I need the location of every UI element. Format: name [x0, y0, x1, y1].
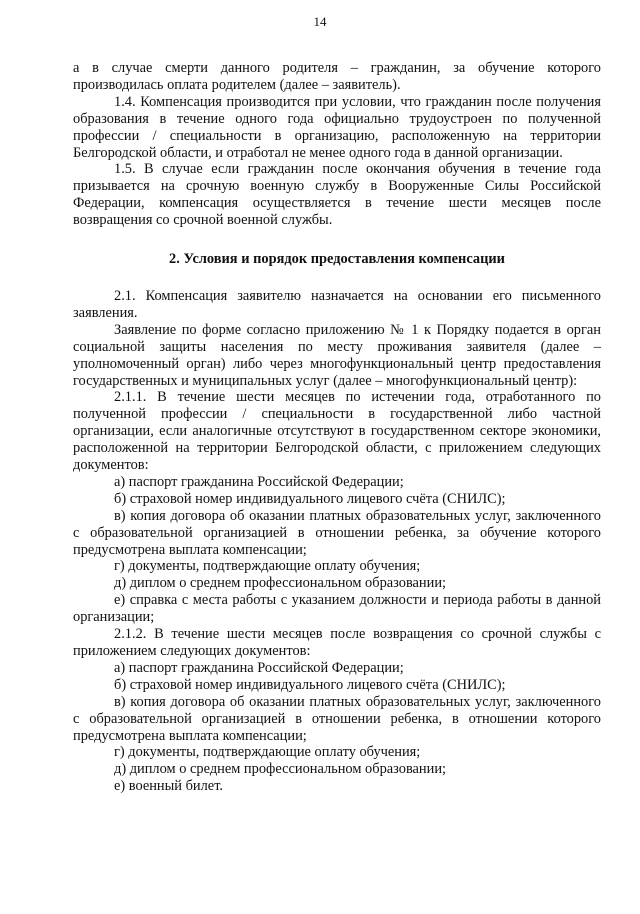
paragraph: г) документы, подтверждающие оплату обучения;	[114, 744, 421, 761]
paragraph: е) военный билет.	[114, 778, 223, 795]
paragraph: д) диплом о среднем профессиональном образовании;	[114, 761, 447, 778]
paragraph: д) диплом о среднем профессиональном образовании;	[114, 575, 447, 592]
paragraph: а) паспорт гражданина Российской Федерации;	[114, 659, 404, 676]
paragraph: а в случае смерти данного родителя – гражданин, за обучение которого производилась оплата родителем (далее – заявитель).	[73, 60, 601, 93]
paragraph: 2.1.2. В течение шести месяцев после возвращения со срочной службы с приложением следующих документов:	[73, 626, 601, 659]
section-heading: 2. Условия и порядок предоставления компенсации	[169, 251, 505, 268]
paragraph: 1.5. В случае если гражданин после окончания обучения в течение года призывается на срочную военную службу в Вооруженные Силы Российской Федерации, компенсация осуществляется в течение шести месяцев после возвращения со срочной военной службы.	[73, 161, 601, 229]
paragraph: 1.4. Компенсация производится при условии, что гражданин после получения образования в течение одного года официально трудоустроен по полученной профессии / специальности в организацию, расположенную на территории Белгородской области, и отработал не менее одного года в данной организации.	[73, 93, 601, 161]
page-number: 14	[313, 14, 327, 29]
paragraph: б) страховой номер индивидуального лицевого счёта (СНИЛС);	[114, 490, 506, 507]
paragraph: в) копия договора об оказании платных образовательных услуг, заключенного с образовательной организацией в отношении ребенка, за обучение которого предусмотрена выплата компенсации;	[73, 507, 601, 558]
document-body	[73, 60, 601, 795]
paragraph: в) копия договора об оказании платных образовательных услуг, заключенного с образовательной организацией в отношении ребенка, в отношении которого предусмотрена выплата компенсации;	[73, 693, 601, 744]
intro-paragraphs	[73, 60, 601, 229]
paragraph: г) документы, подтверждающие оплату обучения;	[114, 558, 421, 575]
paragraph: е) справка с места работы с указанием должности и периода работы в данной организации;	[73, 592, 601, 626]
paragraph: 2.1.1. В течение шести месяцев по истечении года, отработанного по полученной профессии / специальности в государственной либо частной организации, если аналогичные отсутствуют в государственном секторе экономики, расположенной на территории Белгородской области, с приложением следующих документов:	[73, 389, 601, 474]
paragraph: 2.1. Компенсация заявителю назначается на основании его письменного заявления.	[73, 287, 601, 321]
section-paragraphs	[73, 288, 601, 795]
paragraph: Заявление по форме согласно приложению № 1 к Порядку подается в орган социальной защиты населения по месту проживания заявителя (далее – уполномоченный орган) либо через многофункциональный центр предоставления государственных и муниципальных услуг (далее – многофункциональный центр):	[73, 321, 601, 389]
paragraph: б) страховой номер индивидуального лицевого счёта (СНИЛС);	[114, 676, 506, 693]
paragraph: а) паспорт гражданина Российской Федерации;	[114, 473, 404, 490]
